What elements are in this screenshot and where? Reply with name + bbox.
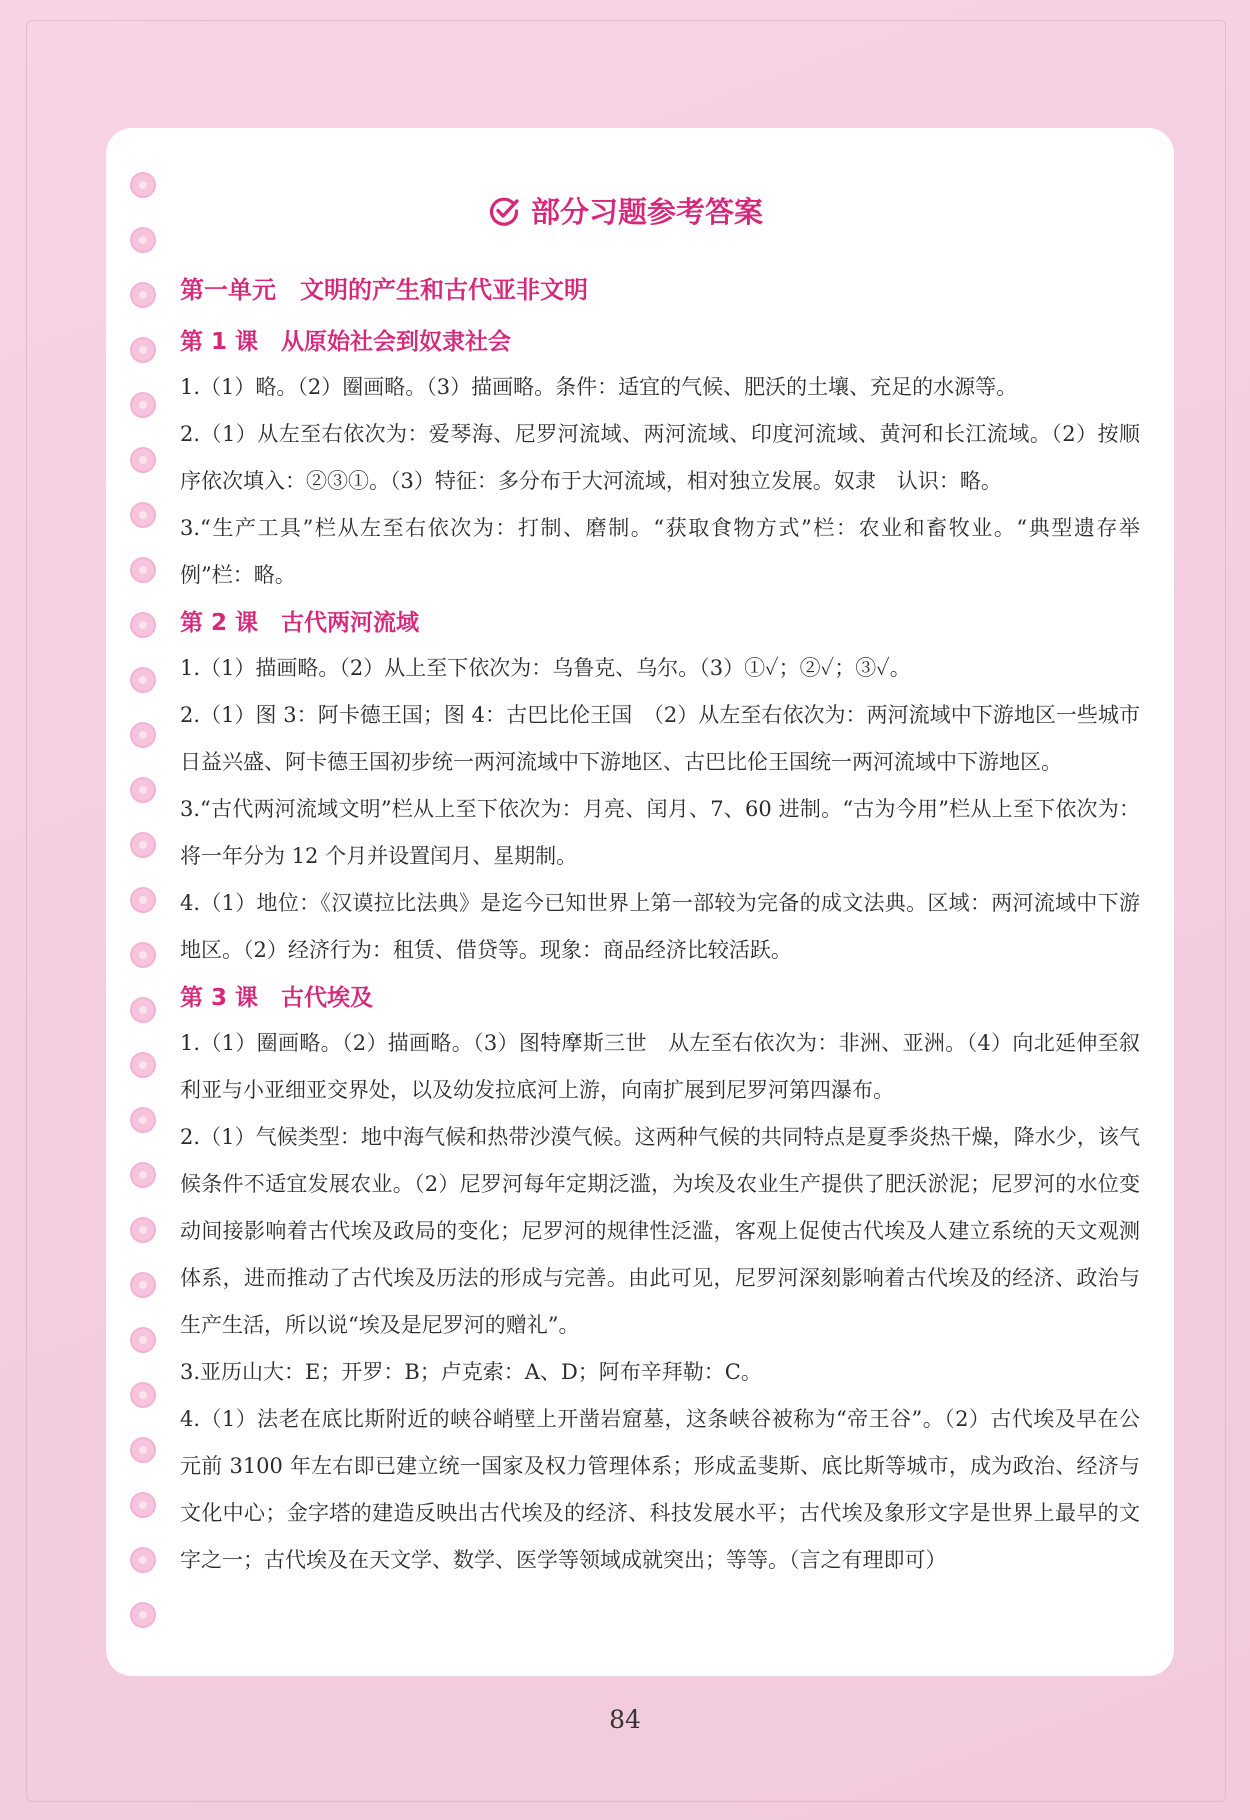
binder-hole [130,1382,156,1408]
lesson-heading: 第 1 课 从原始社会到奴隶社会 [180,329,512,355]
binder-holes [130,172,160,1662]
binder-hole [130,887,156,913]
binder-hole [130,997,156,1023]
binder-hole [130,1272,156,1298]
binder-hole [130,282,156,308]
binder-hole [130,1052,156,1078]
binder-hole [130,612,156,638]
answer-paragraph: 3.亚历山大：E；开罗：B；卢克索：A、D；阿布辛拜勒：C。 [180,1360,762,1384]
answer-paragraph: 1.（1）描画略。（2）从上至下依次为：乌鲁克、乌尔。（3）①✓；②✓；③✓。 [180,656,911,680]
binder-hole [130,447,156,473]
answer-content [180,272,1140,1584]
binder-hole [130,1547,156,1573]
lesson-heading: 第 3 课 古代埃及 [180,985,374,1011]
answer-paragraph: 2.（1）图 3：阿卡德王国；图 4：古巴比伦王国 （2）从左至右依次为：两河流域中下游地区一些城市日益兴盛、阿卡德王国初步统一两河流域中下游地区、古巴比伦王国统一两河流域中下游地区。 [180,703,1140,774]
unit-heading: 第一单元 文明的产生和古代亚非文明 [180,276,588,304]
answer-paragraph: 3.“生产工具”栏从左至右依次为：打制、磨制。“获取食物方式”栏：农业和畜牧业。“典型遗存举例”栏：略。 [180,516,1140,587]
binder-hole [130,1162,156,1188]
binder-hole [130,1602,156,1628]
answer-paragraph: 1.（1）圈画略。（2）描画略。（3）图特摩斯三世 从左至右依次为：非洲、亚洲。（4）向北延伸至叙利亚与小亚细亚交界处，以及幼发拉底河上游，向南扩展到尼罗河第四瀑布。 [180,1031,1140,1102]
answer-paragraph: 2.（1）从左至右依次为：爱琴海、尼罗河流域、两河流域、印度河流域、黄河和长江流域。（2）按顺序依次填入：②③①。（3）特征：多分布于大河流域，相对独立发展。奴隶 认识：略。 [180,422,1140,493]
lesson-heading: 第 2 课 古代两河流域 [180,610,420,636]
binder-hole [130,832,156,858]
answer-paragraph: 4.（1）法老在底比斯附近的峡谷峭壁上开凿岩窟墓，这条峡谷被称为“帝王谷”。（2）古代埃及早在公元前 3100 年左右即已建立统一国家及权力管理体系；形成孟斐斯、底比斯等城市，成为政治、经济与文化中心；金字塔的建造反映出古代埃及的经济、科技发展水平；古代埃及象形文字是世界上最早的文字之一；古代埃及在天文学、数学、医学等领域成就突出；等等。（言之有理即可） [180,1407,1140,1572]
binder-hole [130,502,156,528]
page-title: 部分习题参考答案 [530,195,763,229]
binder-hole [130,777,156,803]
binder-hole [130,1217,156,1243]
binder-hole [130,1437,156,1463]
check-circle-icon [487,194,521,228]
binder-hole [130,1327,156,1353]
answer-paragraph: 3.“古代两河流域文明”栏从上至下依次为：月亮、闰月、7、60 进制。“古为今用”栏从上至下依次为：将一年分为 12 个月并设置闰月、星期制。 [180,797,1140,868]
binder-hole [130,1107,156,1133]
binder-hole [130,392,156,418]
binder-hole [130,337,156,363]
answer-paragraph: 4.（1）地位：《汉谟拉比法典》是迄今已知世界上第一部较为完备的成文法典。区域：两河流域中下游地区。（2）经济行为：租赁、借贷等。现象：商品经济比较活跃。 [180,891,1140,962]
page-title-row [0,192,1250,232]
binder-hole [130,1492,156,1518]
binder-hole [130,667,156,693]
answer-paragraph: 2.（1）气候类型：地中海气候和热带沙漠气候。这两种气候的共同特点是夏季炎热干燥，降水少，该气候条件不适宜发展农业。（2）尼罗河每年定期泛滥，为埃及农业生产提供了肥沃淤泥；尼罗河的水位变动间接影响着古代埃及政局的变化；尼罗河的规律性泛滥，客观上促使古代埃及人建立系统的天文观测体系，进而推动了古代埃及历法的形成与完善。由此可见，尼罗河深刻影响着古代埃及的经济、政治与生产生活，所以说“埃及是尼罗河的赠礼”。 [180,1125,1140,1337]
binder-hole [130,557,156,583]
answer-paragraph: 1.（1）略。（2）圈画略。（3）描画略。条件：适宜的气候、肥沃的土壤、充足的水源等。 [180,375,1018,399]
binder-hole [130,722,156,748]
binder-hole [130,942,156,968]
page-number: 84 [609,1705,641,1734]
